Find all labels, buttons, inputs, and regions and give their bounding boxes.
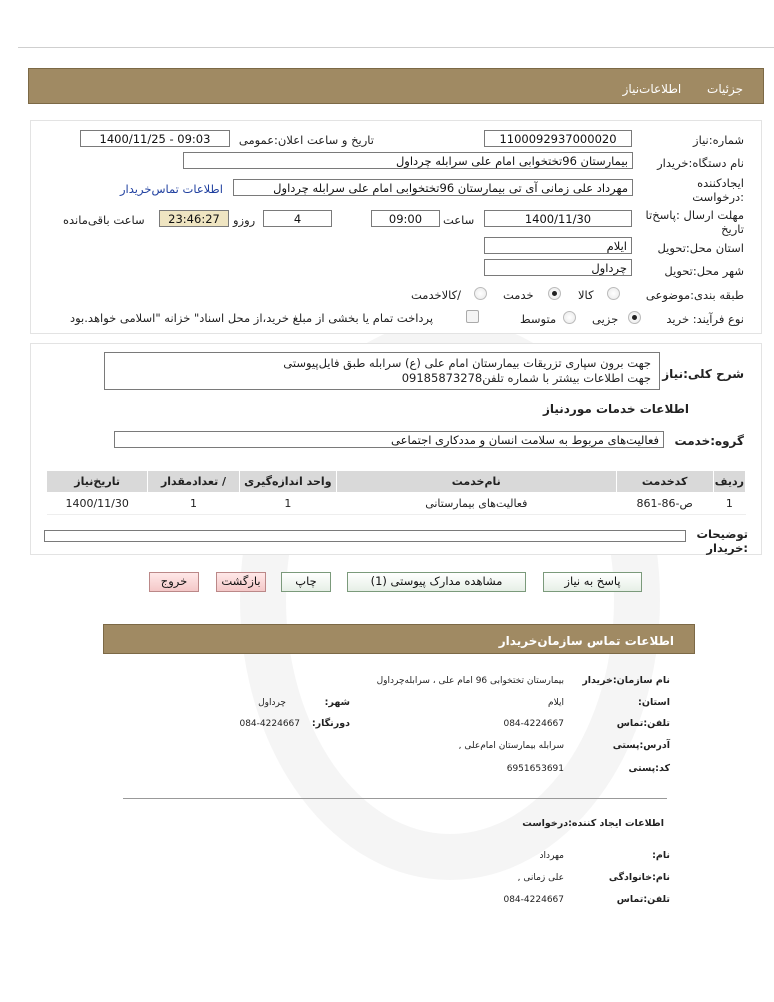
city-label: شهر محل:تحویل (664, 264, 744, 278)
buyer-notes-label-1: توضیحات (696, 527, 748, 541)
buyer-notes-field (44, 530, 686, 542)
cell-row: 1 (713, 493, 745, 515)
cell-unit: 1 (239, 493, 336, 515)
deadline-label-2: تاریخ (721, 222, 744, 236)
print-button[interactable]: چاپ (281, 572, 331, 592)
buyer-org-field: بیمارستان 96تختخوابی امام علی سرابله چرداول (183, 152, 633, 169)
reply-button[interactable]: پاسخ به نیاز (543, 572, 642, 592)
remaining-label: ساعت باقی‌مانده (63, 213, 145, 227)
fax-value: 084-4224667 (239, 719, 300, 729)
deadline-time-label: ساعت (443, 213, 475, 227)
contact-divider (123, 798, 667, 799)
buyer-contact-link[interactable]: اطلاعات تماس‌خریدار (120, 182, 223, 196)
process-minor-label: جزیی (592, 312, 619, 326)
buyer-notes-label-2: :خریدار (706, 541, 748, 555)
days-label: روزو (233, 213, 256, 227)
deadline-time-field: 09:00 (371, 210, 440, 227)
postal-label: کد:پستی (628, 763, 670, 774)
city-contact-value: چرداول (258, 698, 286, 708)
cell-qty: 1 (148, 493, 239, 515)
creator-name-value: مهرداد (539, 851, 564, 861)
cell-date: 1400/11/30 (47, 493, 148, 515)
col-qty: / تعدادمقدار (148, 471, 239, 493)
service-group-label: گروه:خدمت (674, 434, 744, 448)
back-button[interactable]: بازگشت (216, 572, 266, 592)
creator-name-label: نام: (652, 850, 670, 861)
need-number-field: 1100092937000020 (484, 130, 632, 147)
col-unit: واحد اندازه‌گیری (239, 471, 336, 493)
postal-value: 6951653691 (506, 764, 564, 774)
description-line-2: جهت اطلاعات بیشتر با شماره تلفن09185873278 (401, 371, 651, 385)
process-radio-minor[interactable] (628, 311, 641, 324)
need-number-label: شماره:نیاز (693, 133, 744, 147)
category-radio-service[interactable] (548, 287, 561, 300)
announce-label: تاریخ و ساعت اعلان:عمومی (238, 133, 374, 147)
category-label: طبقه بندی:موضوعی (645, 288, 744, 302)
creator-family-label: نام:خانوادگی (608, 872, 670, 883)
city-field: چرداول (484, 259, 632, 276)
days-field: 4 (263, 210, 332, 227)
category-goods-service-label: /کالاخدمت (411, 288, 462, 302)
table-row (47, 493, 746, 515)
phone-contact-label: تلفن:تماس (616, 718, 670, 729)
top-divider (18, 47, 774, 48)
description-box (104, 352, 660, 390)
category-goods-label: کالا (578, 288, 594, 302)
cell-name: فعالیت‌های بیمارستانی (337, 493, 617, 515)
process-label: نوع فرآیند: خرید (666, 312, 744, 326)
category-radio-goods[interactable] (607, 287, 620, 300)
org-value: بیمارستان تختخوابی 96 امام علی ، سرابله‌چرداول (376, 676, 564, 686)
remaining-time-field: 23:46:27 (159, 210, 229, 227)
description-line-1: جهت برون سپاری تزریقات بیمارستان امام علی (ع) سرابله طبق فایل‌پیوستی (283, 356, 651, 370)
col-name: نام‌خدمت (337, 471, 617, 493)
category-radio-goods-service[interactable] (474, 287, 487, 300)
tab-need-info[interactable]: اطلاعات‌نیاز (622, 82, 682, 96)
tab-details[interactable]: جزئیات (707, 82, 743, 96)
announce-field: 1400/11/25 - 09:03 (80, 130, 230, 147)
description-label: شرح کلی:نیاز (662, 367, 744, 381)
city-contact-label: شهر: (324, 697, 350, 708)
buyer-org-label: نام دستگاه:خریدار (657, 156, 744, 170)
creator-info-title: اطلاعات ایجاد کننده:درخواست (522, 818, 664, 829)
tab-bar (28, 68, 764, 104)
org-label: نام سازمان:خریدار (582, 675, 670, 686)
services-title: اطلاعات خدمات موردنیاز (542, 402, 689, 416)
services-table (46, 470, 746, 515)
deadline-label-1: مهلت ارسال :پاسخ‌تا (645, 208, 744, 222)
province-contact-value: ایلام (548, 698, 564, 708)
creator-field: مهرداد علی زمانی آی تی بیمارستان 96تختخوابی امام علی سرابله چرداول (233, 179, 633, 196)
creator-phone-value: 084-4224667 (503, 895, 564, 905)
buyer-contact-title: اطلاعات تماس سازمان‌خریدار (498, 634, 674, 648)
province-label: استان محل:تحویل (657, 241, 744, 255)
creator-label-1: ایجادکننده (697, 176, 744, 190)
process-radio-medium[interactable] (563, 311, 576, 324)
fax-label: دورنگار: (311, 718, 350, 729)
creator-label-2: :درخواست (692, 190, 744, 204)
phone-contact-value: 084-4224667 (503, 719, 564, 729)
buyer-contact-header (103, 624, 695, 654)
deadline-date-field: 1400/11/30 (484, 210, 632, 227)
table-header-row (47, 471, 746, 493)
exit-button[interactable]: خروج (149, 572, 199, 592)
address-label: آدرس:پستی (612, 740, 670, 751)
process-medium-label: متوسط (520, 312, 557, 326)
col-date: تاریخ‌نیاز (47, 471, 148, 493)
creator-family-value: علی زمانی , (517, 873, 564, 883)
creator-phone-label: تلفن:تماس (616, 894, 670, 905)
treasury-checkbox[interactable] (466, 310, 479, 323)
treasury-note: پرداخت تمام یا بخشی از مبلغ خرید،از محل اسناد" خزانه "اسلامی خواهد.بود (70, 311, 434, 325)
address-value: سرابله بیمارستان امام‌علی , (458, 741, 564, 751)
view-attachments-button[interactable]: مشاهده مدارک پیوستی (1) (347, 572, 526, 592)
service-group-field: فعالیت‌های مربوط به سلامت انسان و مددکاری اجتماعی (114, 431, 664, 448)
col-code: کدخدمت (616, 471, 713, 493)
province-field: ایلام (484, 237, 632, 254)
col-row: ردیف (713, 471, 745, 493)
province-contact-label: استان: (638, 697, 670, 708)
cell-code: ص-86-861 (616, 493, 713, 515)
category-service-label: خدمت (503, 288, 534, 302)
